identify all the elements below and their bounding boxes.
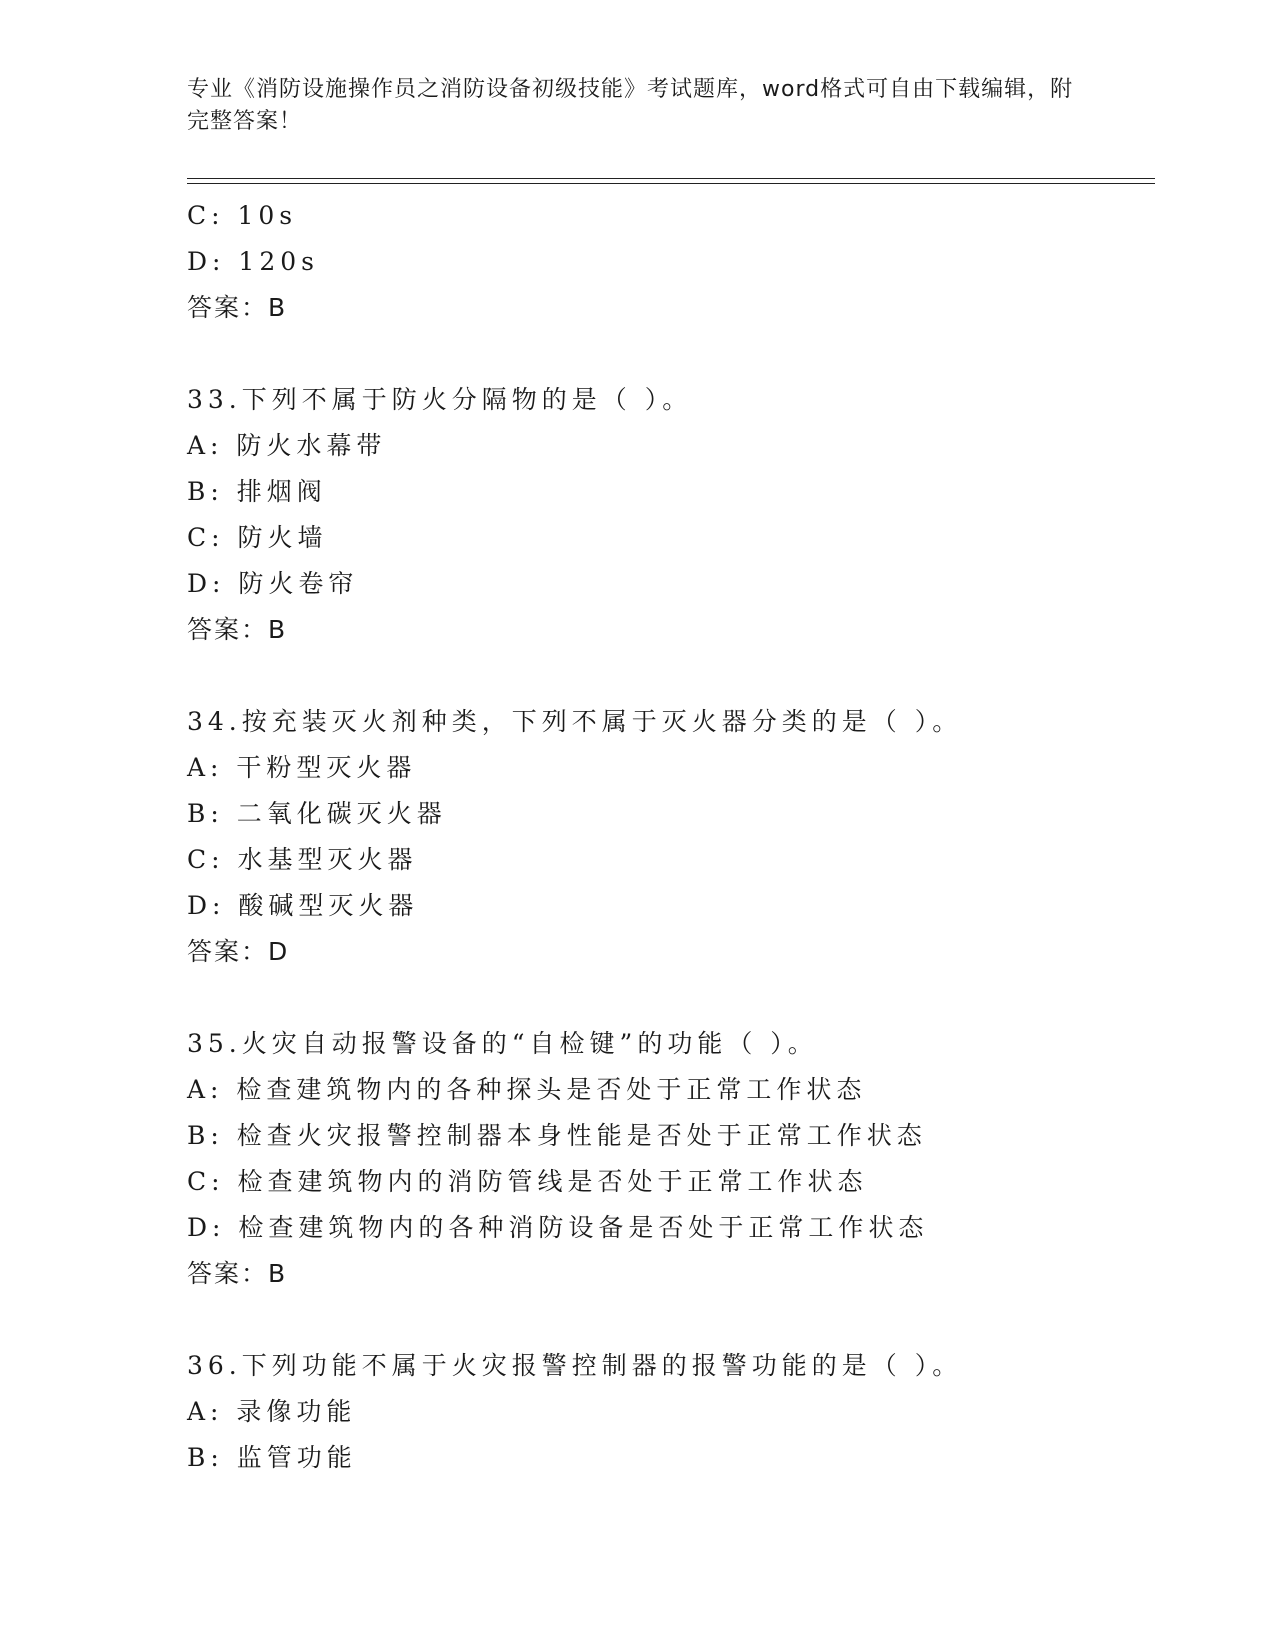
answer-line: 答案：D bbox=[187, 937, 290, 966]
question-stem: 36.下列功能不属于火灾报警控制器的报警功能的是（ ）。 bbox=[187, 1351, 963, 1380]
header-rule-top bbox=[187, 178, 1155, 179]
question-stem: 35.火灾自动报警设备的“自检键”的功能（ ）。 bbox=[187, 1029, 818, 1058]
answer-line: 答案：B bbox=[187, 293, 288, 322]
option-d: D: 检查建筑物内的各种消防设备是否处于正常工作状态 bbox=[187, 1213, 929, 1242]
answer-line: 答案：B bbox=[187, 615, 288, 644]
option-d: D: 防火卷帘 bbox=[187, 569, 359, 598]
spacer bbox=[187, 1297, 1155, 1343]
option-c: C: 检查建筑物内的消防管线是否处于正常工作状态 bbox=[187, 1167, 868, 1196]
question-list bbox=[187, 193, 1155, 1481]
option-d: D: 120s bbox=[187, 247, 319, 276]
answer-line: 答案：B bbox=[187, 1259, 288, 1288]
option-d: D: 酸碱型灭火器 bbox=[187, 891, 419, 920]
question-stem: 34.按充装灭火剂种类，下列不属于灭火器分类的是（ ）。 bbox=[187, 707, 963, 736]
option-c: C: 10s bbox=[187, 201, 298, 230]
question-stem: 33.下列不属于防火分隔物的是（ ）。 bbox=[187, 385, 693, 414]
option-a: A: 防火水幕带 bbox=[187, 431, 387, 460]
option-a: A: 检查建筑物内的各种探头是否处于正常工作状态 bbox=[187, 1075, 867, 1104]
option-b: B: 排烟阀 bbox=[187, 477, 327, 506]
option-c: C: 防火墙 bbox=[187, 523, 328, 552]
document-header: 专业《消防设施操作员之消防设备初级技能》考试题库，word格式可自由下载编辑，附完整答案！ bbox=[187, 77, 1074, 134]
option-a: A: 录像功能 bbox=[187, 1397, 357, 1426]
spacer bbox=[187, 331, 1155, 377]
option-c: C: 水基型灭火器 bbox=[187, 845, 418, 874]
spacer bbox=[187, 975, 1155, 1021]
option-b: B: 监管功能 bbox=[187, 1443, 357, 1472]
header-rule-bottom bbox=[187, 183, 1155, 184]
spacer bbox=[187, 653, 1155, 699]
option-b: B: 检查火灾报警控制器本身性能是否处于正常工作状态 bbox=[187, 1121, 927, 1150]
option-a: A: 干粉型灭火器 bbox=[187, 753, 417, 782]
option-b: B: 二氧化碳灭火器 bbox=[187, 799, 447, 828]
